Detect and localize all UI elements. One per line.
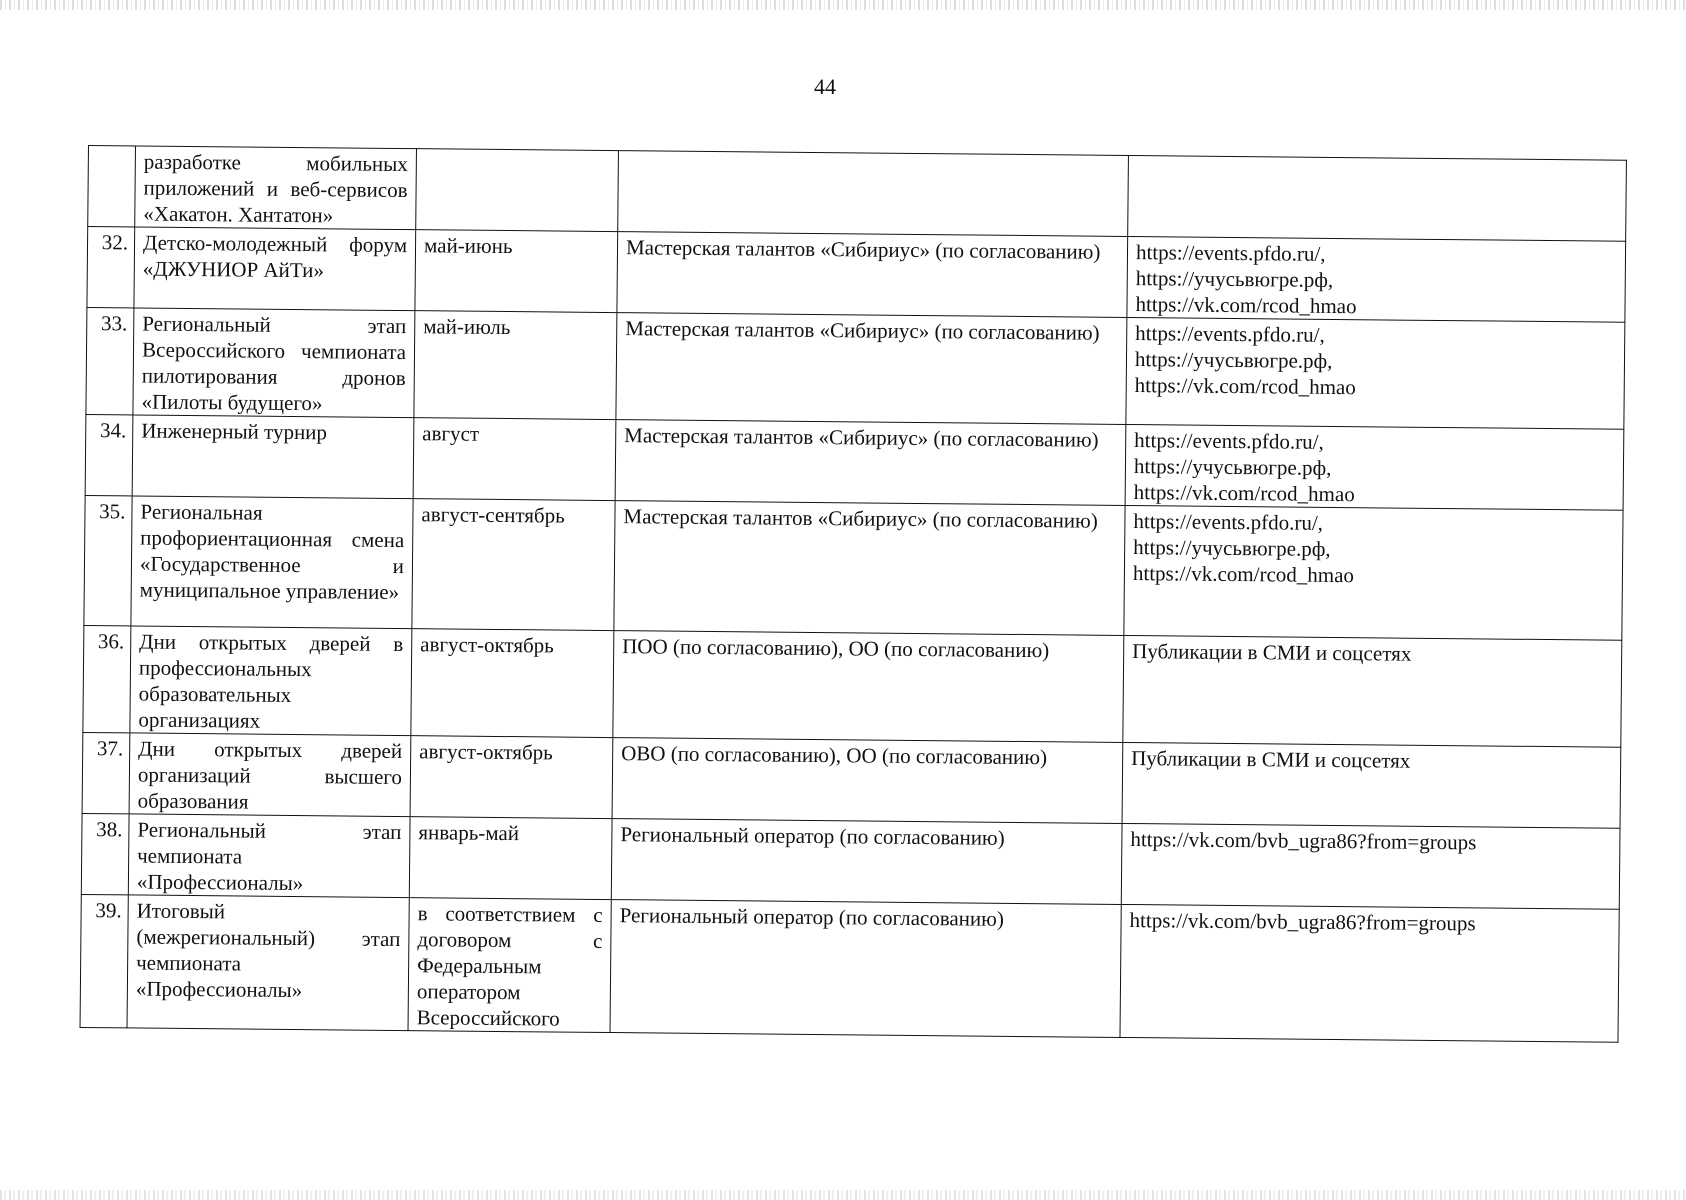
link-text[interactable]: https://учусьвюгре.рф,: [1133, 535, 1331, 561]
event-name: Инженерный турнир: [132, 415, 414, 499]
event-organizer: [618, 151, 1129, 237]
scan-edge-bottom: [0, 1190, 1686, 1200]
event-date: август: [413, 418, 616, 501]
row-number: 33.: [86, 307, 134, 414]
event-organizer: Мастерская талантов «Сибириус» (по согласованию): [616, 313, 1127, 425]
link-text[interactable]: https://vk.com/rcod_hmao: [1132, 561, 1355, 588]
row-number: 39.: [80, 894, 128, 1027]
link-text[interactable]: https://vk.com/rcod_hmao: [1135, 292, 1357, 319]
events-table: [80, 145, 1627, 1043]
event-date: август-октябрь: [411, 629, 614, 738]
event-organizer: ОВО (по согласованию), ОО (по согласованию): [612, 738, 1123, 824]
event-name: Итоговый (межрегиональный) этап чемпионата «Профессионалы»: [127, 895, 409, 1031]
link-text[interactable]: https://учусьвюгре.рф,: [1133, 454, 1332, 480]
event-name: разработке мобильных приложений и веб-сервисов «Хакатон. Хантатон»: [135, 146, 417, 230]
link-text[interactable]: https://events.pfdo.ru/,: [1134, 428, 1324, 454]
event-name: Детско-молодежный форум «ДЖУНИОР АйТи»: [134, 227, 416, 311]
row-number: 35.: [84, 495, 132, 625]
page-number: 44: [814, 74, 836, 99]
link-text[interactable]: https://vk.com/bvb_ugra86?from=groups: [1129, 908, 1476, 936]
event-name: Региональная профориентационная смена «Государственное и муниципальное управление»: [131, 496, 413, 629]
event-date: в соответствием с договором с Федеральным оператором Всероссийского: [408, 898, 611, 1033]
row-number: 38.: [81, 813, 129, 894]
event-date: май-июль: [414, 311, 617, 420]
row-number: 37.: [82, 732, 130, 813]
event-links: [1125, 424, 1624, 510]
event-organizer: Региональный оператор (по согласованию): [610, 900, 1121, 1038]
link-text[interactable]: https://vk.com/rcod_hmao: [1133, 480, 1355, 507]
link-text[interactable]: https://учусьвюгре.рф,: [1134, 347, 1333, 373]
table-row: [83, 625, 1622, 747]
event-name: Региональный этап Всероссийского чемпионата пилотирования дронов «Пилоты будущего»: [133, 308, 415, 418]
event-date: январь-май: [409, 817, 612, 900]
event-links: [1128, 155, 1627, 241]
event-organizer: Региональный оператор (по согласованию): [611, 819, 1122, 905]
link-text[interactable]: https://учусьвюгре.рф,: [1135, 266, 1334, 292]
table-row: [80, 894, 1619, 1042]
row-number: 32.: [87, 227, 135, 308]
event-organizer: Мастерская талантов «Сибириус» (по согласованию): [615, 420, 1126, 506]
row-number: [88, 146, 136, 227]
table-row: [86, 307, 1625, 429]
event-organizer: Мастерская талантов «Сибириус» (по согласованию): [614, 501, 1125, 636]
event-links: [1121, 823, 1620, 909]
scan-edge-top: [0, 0, 1686, 10]
link-text[interactable]: https://events.pfdo.ru/,: [1135, 321, 1325, 347]
table-row: [84, 495, 1623, 640]
event-links: [1120, 904, 1619, 1042]
event-date: май-июнь: [415, 230, 618, 313]
event-links: [1127, 236, 1626, 322]
row-number: 34.: [85, 414, 133, 495]
event-links: [1126, 317, 1625, 429]
links-note: Публикации в СМИ и соцсетях: [1131, 746, 1411, 773]
table-row: [85, 414, 1624, 510]
event-organizer: Мастерская талантов «Сибириус» (по согласованию): [617, 232, 1128, 318]
table-row: [88, 146, 1627, 242]
event-links: [1123, 635, 1622, 747]
event-organizer: ПОО (по согласованию), ОО (по согласованию): [613, 631, 1124, 743]
event-links: [1124, 505, 1623, 640]
link-text[interactable]: https://vk.com/rcod_hmao: [1134, 373, 1356, 400]
table-row: [81, 813, 1620, 909]
row-number: 36.: [83, 625, 131, 732]
event-date: [416, 149, 619, 232]
link-text[interactable]: https://vk.com/bvb_ugra86?from=groups: [1130, 827, 1477, 855]
event-date: август-сентябрь: [412, 499, 615, 631]
table-row: [82, 732, 1621, 828]
event-name: Дни открытых дверей организаций высшего образования: [129, 733, 411, 817]
links-note: Публикации в СМИ и соцсетях: [1132, 639, 1412, 666]
link-text[interactable]: https://events.pfdo.ru/,: [1133, 509, 1324, 535]
table-row: [87, 227, 1626, 323]
event-name: Региональный этап чемпионата «Профессионалы»: [128, 814, 410, 898]
link-text[interactable]: https://events.pfdo.ru/,: [1135, 240, 1326, 266]
event-links: [1122, 742, 1621, 828]
event-date: август-октябрь: [410, 736, 613, 819]
event-name: Дни открытых дверей в профессиональных образовательных организациях: [130, 626, 412, 736]
